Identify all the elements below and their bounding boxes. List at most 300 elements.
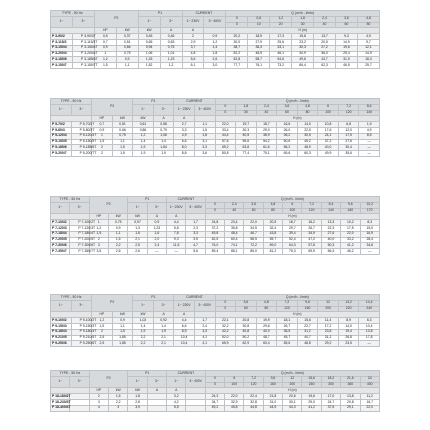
table-cell: 58,7 [248,57,270,63]
model-1ph: P 9-210/5 [51,335,72,341]
table-cell: 57,6 [215,139,236,145]
table-cell: 30,4 [338,145,359,151]
head-label: H (m) [205,388,379,394]
table-cell: 1,4 [133,139,154,145]
table-cell: 48,9 [297,145,318,151]
single-phase-header: 1~ [51,202,70,214]
table-cell: 25,6 [270,39,292,45]
table-cell: 0,45 [138,34,160,40]
table-cell: 1,6 [128,231,147,237]
table-cell: 40,5 [236,133,257,139]
table-cell: 30,1 [283,399,302,405]
table-cell: 3,1 [194,139,215,145]
flow-lmin: 120 [338,110,359,116]
flow-lmin: 360 [341,382,360,388]
table-cell: 34,5 [244,225,263,231]
table-cell: 2 [92,329,113,335]
unit-label: A [182,28,204,34]
table-row [51,405,380,411]
table-cell: 1,8 [204,51,226,57]
table-cell: 6,6 [174,139,195,145]
three-phase-header: 3~ [70,376,89,388]
table-cell: 18,7 [283,220,302,226]
flow-m3h: 15,6 [302,376,321,382]
table-cell: 1,2 [92,318,113,324]
table-cell: 0,9 [204,34,226,40]
table-cell: 30,5 [297,133,318,139]
model-1ph: P 7-350/7 [51,249,70,255]
table-cell: 43,8 [263,231,282,237]
table-cell: 3 [89,243,108,249]
table-cell: 45,2 [297,139,318,145]
table-cell: 33,1 [270,45,292,51]
table-cell: — [359,145,380,151]
table-cell: 0,5 [94,34,116,40]
p1-three-header: 3~ [153,300,174,312]
model-1ph: P 7-200/5 [51,237,70,243]
table-cell: 15,8 [292,34,314,40]
table-cell: 60,4 [225,237,244,243]
table-cell: 3,5 [89,249,108,255]
table-cell: — [359,151,380,157]
table-cell: 3,9 [128,405,147,411]
model-3ph: P 3-185/6T [72,57,94,63]
table-cell: 22,0 [341,231,360,237]
flow-lmin: 40 [314,22,336,28]
table-cell: 19,6 [302,394,321,400]
table-cell: 3,3 [194,329,215,335]
flow-m3h: 9,6 [341,202,360,208]
flow-lmin: 60 [277,110,298,116]
table-cell: 1,2 [89,225,108,231]
table-cell: 1,1 [194,122,215,128]
performance-table [50,196,380,255]
table-cell: 50,3 [321,243,340,249]
p2-header: P2 [92,295,133,312]
table-cell: 3,3 [186,231,205,237]
unit-label: A [147,388,166,394]
unit-label: kW [138,28,160,34]
table-cell: 1,9 [133,145,154,151]
flow-lmin: 160 [263,382,282,388]
flow-m3h: 3,6 [277,104,298,110]
table-cell: 7,6 [167,231,186,237]
table-cell: 34,9 [302,231,321,237]
model-1ph: P 3-200/4 [51,51,73,57]
table-cell: 0,9 [94,45,116,51]
flow-lmin: 100 [225,382,244,388]
table-cell: 20,5 [263,220,282,226]
table-cell: 9,7 [357,39,379,45]
table-cell: 0,9 [116,57,138,63]
current-header: CURRENT [182,11,226,17]
table-cell: 2,2 [109,243,128,249]
model-1ph: P 9-100/2 [51,318,72,324]
table-cell: 45,8 [225,405,244,411]
performance-table [50,294,380,347]
table-cell: 36,0 [314,51,336,57]
table-cell: 8,0 [174,145,195,151]
flow-lmin: 0 [205,382,224,388]
model-1ph: P 3-115/2 [51,39,73,45]
table-cell: 42,2 [215,329,236,335]
model-3ph: P 3-150/4T [72,45,94,51]
table-cell: 55,7 [263,237,282,243]
table-cell: 9,3 [335,34,357,40]
table-cell: 69,5 [302,249,321,255]
table-cell: 1,02 [133,318,154,324]
table-cell: 16,2 [302,220,321,226]
table-cell: 41,2 [302,405,321,411]
flow-m3h: 2,4 [256,104,277,110]
table-cell: 1,9 [153,329,174,335]
table-cell: 69,2 [215,145,236,151]
table-cell: 29,7 [283,225,302,231]
table-cell: 4,9 [174,133,195,139]
model-3ph: P 5-150/5T [71,139,92,145]
table-cell: 3,3 [194,145,215,151]
table-cell: 52,2 [226,51,248,57]
table-cell: 26,0 [277,127,298,133]
flow-m3h: 7,2 [244,376,263,382]
table-cell: 0,63 [160,39,182,45]
unit-label: kW [109,388,128,394]
flow-m3h: 6 [318,104,339,110]
table-cell: 1,01 [160,51,182,57]
flow-m3h: 4,8 [357,16,379,22]
table-cell: 1,1 [116,63,138,69]
head-label: H (m) [226,28,380,34]
table-cell: 5,6 [182,57,204,63]
table-cell: 41,2 [341,243,360,249]
table-cell: 0,75 [112,133,133,139]
flow-lmin: 220 [338,306,359,312]
table-cell: 8,8 [174,151,195,157]
table-cell: 22,5 [297,127,318,133]
flow-lmin: 0 [205,208,224,214]
unit-label: A [167,214,186,220]
table-cell: 37,2 [318,139,339,145]
table-cell: 10,8 [318,122,339,128]
three-phase-header: 3~ [71,300,92,312]
table-cell: 60,4 [256,341,277,347]
model-1ph: P 9-250/6 [51,341,72,347]
table-cell: 26,7 [302,225,321,231]
table-cell: 0,65 [138,39,160,45]
model-1ph: P 3-150/4 [51,45,73,51]
unit-label: A [167,388,186,394]
table-cell: 14,0 [297,122,318,128]
table-cell: 20,5 [314,39,336,45]
table-cell: 31,9 [335,57,357,63]
table-cell: 1 [89,220,108,226]
table-cell: 2 [89,394,108,400]
table-cell: 17,6 [318,127,339,133]
table-cell: 2,5 [92,335,113,341]
table-cell: 30,0 [226,39,248,45]
table-cell: 29,0 [256,127,277,133]
table-cell: 0,37 [116,34,138,40]
model-3ph: P 5-185/6T [71,145,92,151]
performance-table [50,10,380,69]
table-cell: 62,8 [226,57,248,63]
p2-header: P2 [89,197,128,214]
table-cell: 34,7 [205,399,224,405]
table-cell: 8,3 [360,220,380,226]
flow-lmin: 40 [256,110,277,116]
table-cell: 1,3 [128,225,147,231]
flow-header: Q (m³/h - l/min) [205,197,379,203]
model-3ph: P 7-300/6T [70,243,89,249]
table-cell: 1,85 [112,341,133,347]
model-3ph: P 5-80/3T [71,127,92,133]
table-cell: 1,23 [147,225,166,231]
model-1ph: P 5-200/7 [51,151,72,157]
table-cell: 6,8 [338,122,359,128]
table-cell: 46,5 [335,63,357,69]
table-cell: 5,8 [167,225,186,231]
table-cell: 29,0 [302,399,321,405]
table-cell: 36,5 [277,329,298,335]
table-cell: 14,0 [338,323,359,329]
flow-lmin: 0 [215,306,236,312]
flow-m3h: 7,2 [277,300,298,306]
unit-label: A [153,116,174,122]
flow-m3h: 8,4 [359,104,380,110]
table-cell: 32,9 [225,399,244,405]
flow-lmin: 30 [292,22,314,28]
table-cell: 0,66 [116,45,138,51]
table-row [51,151,380,157]
table-cell: 1,06 [138,51,160,57]
table-cell: 14,9 [335,39,357,45]
table-cell: 18,1 [277,318,298,324]
table-cell: 13,8 [341,394,360,400]
table-cell: 16,9 [360,231,380,237]
table-cell: 1,5 [112,145,133,151]
model-1ph: P 18-180/2T [52,393,71,398]
current-three-header: 3~ 400V [204,16,226,28]
table-cell: 88,1 [225,249,244,255]
table-cell: 40,7 [297,335,318,341]
p1-three-header: 3~ [153,104,174,116]
type-title: TYPE - 50 Hz [51,99,92,105]
table-cell: 19,7 [236,122,257,128]
flow-m3h: 0 [205,202,224,208]
table-cell: 1,5 [92,139,113,145]
head-label: H (m) [215,312,380,318]
flow-header: Q (m³/h - l/min) [215,295,380,301]
unit-label: A [174,116,195,122]
model-1ph: P 5-70/2 [51,122,72,128]
table-cell: 0,9 [147,220,166,226]
flow-m3h: 0 [215,104,236,110]
flow-lmin: 100 [318,110,339,116]
model-1ph: P 7-100/2 [51,220,70,226]
table-cell: 22,1 [215,318,236,324]
performance-table [50,98,380,157]
table-cell: 1,9 [153,151,174,157]
flow-lmin: 200 [283,382,302,388]
table-cell: 4,4 [167,220,186,226]
table-cell: 1,5 [94,63,116,69]
table-cell: 1,4 [153,323,174,329]
table-cell: 56,2 [277,145,298,151]
current-header: CURRENT [167,197,206,203]
p1-three-header: 3~ [147,202,166,214]
table-cell: 81,2 [263,249,282,255]
table-cell: 9,3 [167,237,186,243]
table-cell: 29,1 [341,405,360,411]
flow-lmin: 60 [244,208,263,214]
table-cell: 43,7 [314,57,336,63]
model-3ph: P 5-200/7T [71,151,92,157]
table-cell: 6,1 [182,63,204,69]
table-cell: 38,7 [226,45,248,51]
current-single-header: 1~ 230V [174,104,195,116]
table-cell: 0,97 [128,220,147,226]
model-3ph: P 9-180/4T [71,329,92,335]
table-cell: 44,3 [283,405,302,411]
model-3ph: P 3-150/7T [72,63,94,69]
table-cell: 3 [109,405,128,411]
table-cell: 36,3 [248,45,270,51]
table-cell: 0,9 [112,318,133,324]
table-cell: 17,2 [318,323,339,329]
model-3ph: P 7-100/2T [70,220,89,226]
flow-m3h: 4,8 [256,300,277,306]
flow-lmin: 80 [297,110,318,116]
model-3ph: P 3-115/3T [72,39,94,45]
table-cell: — [359,139,380,145]
table-cell: 0,51 [112,122,133,128]
current-header: CURRENT [174,99,215,105]
table-cell: 52,0 [215,335,236,341]
model-3ph: P 5-70/2T [71,122,92,128]
table-cell: 1,7 [186,220,205,226]
table-cell: 1,23 [160,57,182,63]
table-cell: 1,84 [153,145,174,151]
table-cell: 10,2 [341,220,360,226]
table-cell: 0,92 [153,318,174,324]
unit-label: HP [94,28,116,34]
table-cell: 64,3 [283,243,302,249]
three-phase-header: 3~ [72,16,94,28]
table-cell: 54,6 [270,57,292,63]
model-1ph: P 5-80/3 [51,127,72,133]
flow-lmin: 0 [226,22,248,28]
table-cell: 24,3 [205,394,224,400]
unit-label: HP [92,312,113,318]
table-cell: 0,79 [153,127,174,133]
table-cell: 66,4 [292,63,314,69]
flow-header: Q (m³/h - l/min) [226,11,380,17]
table-cell [186,405,205,411]
current-three-header: 3~ 400V [186,376,205,388]
table-cell: 65,9 [215,341,236,347]
table-cell: 46,2 [341,249,360,255]
table-cell: 0,9 [92,127,113,133]
model-1ph: P 3-90/2 [51,34,73,40]
table-cell: 47,2 [302,237,321,243]
table-cell: 20,6 [283,394,302,400]
table-cell: 1,5 [194,127,215,133]
flow-m3h: 21,6 [341,376,360,382]
table-cell: 18,7 [256,122,277,128]
table-cell: 2,8 [128,399,147,405]
table-cell: 31,0 [263,399,282,405]
table-cell: 0,46 [160,34,182,40]
current-three-header: 3~ 400V [186,202,205,214]
unit-label: kW [128,388,147,394]
table-cell: 27,6 [321,231,340,237]
table-cell: 22,0 [215,122,236,128]
table-cell: 4,1 [194,341,215,347]
unit-label: kW [116,28,138,34]
flow-lmin: 80 [357,22,379,28]
table-cell: 1,4 [204,45,226,51]
table-cell: 2 [92,145,113,151]
flow-m3h: 4,8 [263,202,282,208]
table-cell: 1,52 [138,63,160,69]
table-cell: 17,5 [341,225,360,231]
table-cell: 0,75 [109,220,128,226]
model-3ph: P 7-350/7T [70,249,89,255]
flow-lmin: 100 [283,208,302,214]
flow-lmin: 160 [297,306,318,312]
table-cell: 46,1 [270,51,292,57]
unit-label: kW [133,116,154,122]
table-cell: 5,5 [167,405,186,411]
model-1ph: P 7-180/4 [51,231,70,237]
flow-lmin: 60 [236,306,257,312]
p1-header: P1 [133,99,174,105]
table-cell: 1,2 [160,63,182,69]
table-cell: 22,7 [297,323,318,329]
model-3ph: P 9-250/6T [71,341,92,347]
flow-m3h: 1,8 [292,16,314,22]
type-title: TYPE - 50 Hz [51,295,92,301]
table-cell: 19,9 [256,318,277,324]
table-cell: 29,2 [318,341,339,347]
table-cell: 4,1 [194,335,215,341]
table-cell: 0,66 [112,127,133,133]
table-cell: 73,2 [270,63,292,69]
unit-label: kW [112,116,133,122]
table-cell: 22,0 [360,405,380,411]
flow-lmin: 140 [321,208,340,214]
flow-m3h: 0 [226,16,248,22]
table-cell: 2,6 [109,249,128,255]
p1-three-header: 3~ [160,16,182,28]
flow-m3h: 13,2 [338,300,359,306]
table-cell: 0,75 [160,45,182,51]
table-cell: 75,3 [283,249,302,255]
flow-m3h: 12 [318,300,339,306]
table-cell: 34,8 [360,243,380,249]
table-cell: 1,5 [112,151,133,157]
flow-m3h: 3,6 [236,300,257,306]
single-phase-header: 1~ [51,104,72,116]
table-cell: 89,4 [205,249,224,255]
table-cell: 24,8 [205,220,224,226]
flow-lmin: 140 [359,110,380,116]
table-cell: 35,6 [338,151,359,157]
p2-header: P2 [89,371,128,388]
table-cell: 17,8 [359,335,380,341]
current-single-header: 1~ 230V [182,16,204,28]
unit-label: A [160,28,182,34]
